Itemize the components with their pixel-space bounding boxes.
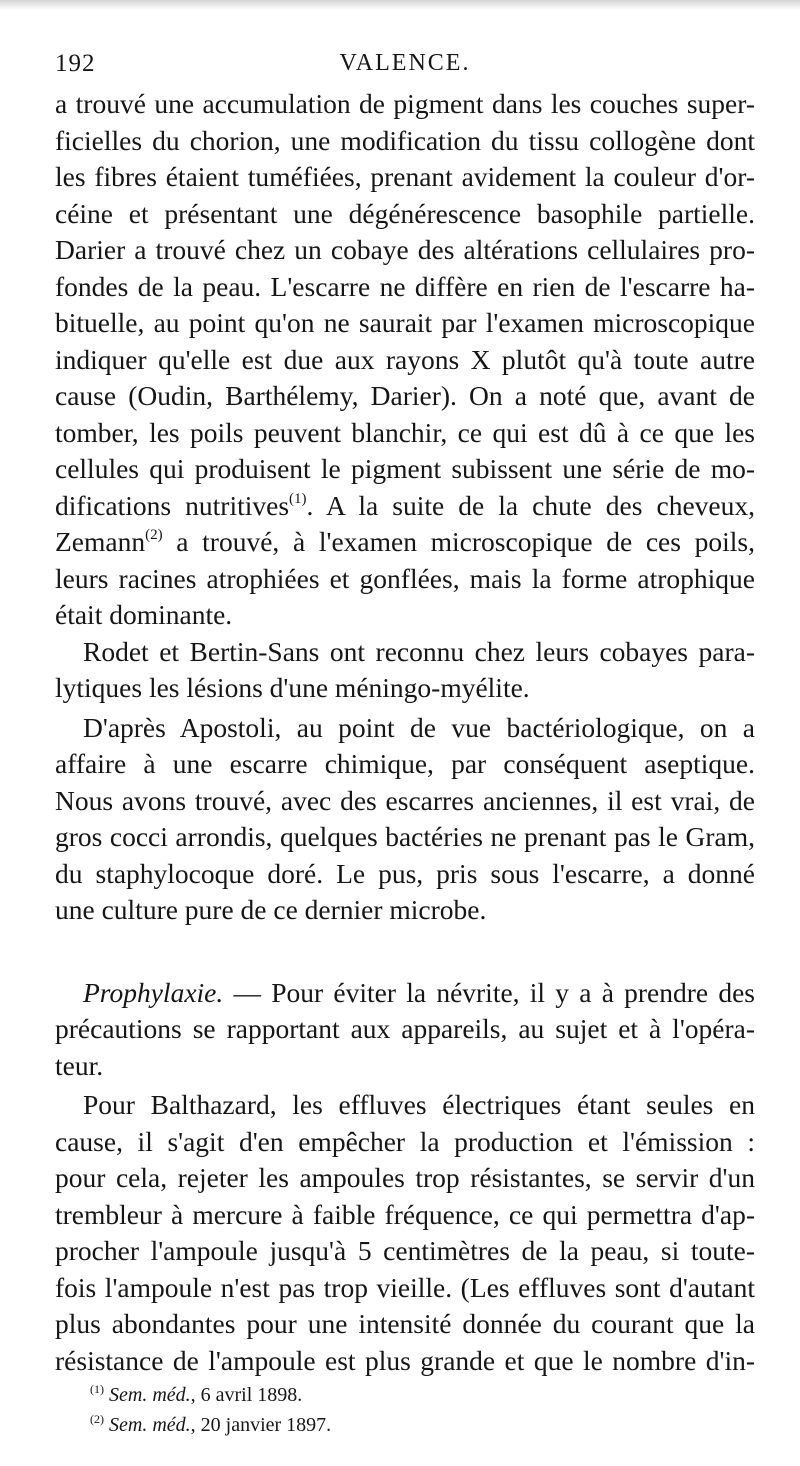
text-line-footnote-2	[55, 524, 755, 561]
text-line: teur.	[55, 1049, 104, 1081]
text-line	[55, 975, 755, 1012]
text-fragment: difications nutritives	[55, 489, 290, 521]
page-header	[55, 50, 755, 82]
footnote-ref-2: (2)	[145, 527, 163, 543]
footnote-mark: (2)	[90, 1412, 104, 1426]
footnote-ref-1: (1)	[289, 490, 307, 507]
section-heading: Prophylaxie.	[83, 976, 224, 1008]
text-line: affaire à une escarre chimique, par conséquent aseptique.	[55, 748, 755, 779]
text-line: fondes de la peau. L'escarre ne diffère en rien de l'escarre ha-	[55, 270, 755, 302]
running-head: VALENCE.	[339, 50, 471, 76]
text-line: fois l'ampoule n'est pas trop vieille. (Les effluves sont d'autant	[55, 1271, 755, 1303]
text-line: Pour Balthazard, les effluves électriques étant seules en	[83, 1089, 755, 1120]
text-fragment: . A la suite de la chute des cheveux,	[306, 489, 755, 521]
text-line: précautions se rapportant aux appareils, au sujet et à l'opéra-	[55, 1013, 755, 1044]
text-fragment: Zemann	[55, 526, 146, 557]
text-line: procher l'ampoule jusqu'à 5 centimètres de la peau, si toute-	[55, 1235, 755, 1266]
text-line: ficielles du chorion, une modification du tissu collogène dont	[55, 124, 755, 156]
paragraph-rodet	[55, 634, 755, 707]
text-line: bituelle, au point qu'on ne saurait par l'examen microscopique	[55, 307, 755, 338]
text-line: tomber, les poils peuvent blanchir, ce qui est dû à ce que les	[55, 416, 755, 448]
text-line: les fibres étaient tuméfiées, prenant avidement la couleur d'or-	[55, 161, 755, 192]
text-line: D'après Apostoli, au point de vue bactériologique, on a	[83, 711, 755, 743]
footnote-mark: (1)	[90, 1382, 104, 1396]
section-gap	[55, 929, 755, 975]
footnote-1	[90, 1380, 690, 1410]
text-fragment: — Pour éviter la névrite, il y a à prendre des	[223, 976, 755, 1008]
text-line-footnote-1	[55, 488, 755, 525]
text-line: plus abondantes pour une intensité donnée du courant que la	[55, 1308, 755, 1339]
footnotes	[90, 1380, 690, 1440]
page-number: 192	[55, 50, 96, 77]
text-line: trembleur à mercure à faible fréquence, ce qui permettra d'ap-	[55, 1198, 755, 1230]
text-line: pour cela, rejeter les ampoules trop résistantes, se servir d'un	[55, 1162, 755, 1193]
text-line: du staphylocoque doré. Le pus, pris sous l'escarre, a donné	[55, 857, 755, 889]
text-fragment: a trouvé, à l'examen microscopique de ces poils,	[162, 526, 755, 557]
footnote-date: , 6 avril 1898.	[190, 1384, 303, 1406]
paragraph-pathology	[55, 86, 755, 634]
page-body	[55, 86, 755, 1379]
text-line: gros cocci arrondis, quelques bactéries ne prenant pas le Gram,	[55, 821, 755, 852]
text-line: cause (Oudin, Barthélemy, Darier). On a noté que, avant de	[55, 380, 755, 411]
text-line: a trouvé une accumulation de pigment dans les couches super-	[55, 88, 755, 119]
text-line: céine et présentant une dégénérescence basophile partielle.	[55, 197, 755, 229]
text-line: lytiques les lésions d'une méningo-myélite.	[55, 672, 530, 703]
text-line: une culture pure de ce dernier microbe.	[55, 894, 487, 925]
text-line: était dominante.	[55, 599, 233, 630]
footnote-date: , 20 janvier 1897.	[190, 1414, 332, 1436]
paragraph-prophylaxie	[55, 975, 755, 1085]
text-line: Darier a trouvé chez un cobaye des altérations cellulaires pro-	[55, 234, 755, 265]
text-line: résistance de l'ampoule est plus grande et que le nombre d'in-	[55, 1344, 755, 1376]
paragraph-balthazard	[55, 1087, 755, 1379]
paragraph-apostoli	[55, 710, 755, 929]
text-line: indiquer qu'elle est due aux rayons X plutôt qu'à toute autre	[55, 343, 755, 375]
page-top-edge	[0, 0, 800, 10]
footnote-2	[90, 1410, 690, 1440]
text-line: Rodet et Bertin-Sans ont reconnu chez leurs cobayes para-	[83, 635, 755, 667]
text-line: cause, il s'agit d'en empêcher la production et l'émission :	[55, 1125, 755, 1157]
text-line: cellules qui produisent le pigment subissent une série de mo-	[55, 453, 755, 484]
text-line: Nous avons trouvé, avec des escarres anciennes, il est vrai, de	[55, 784, 755, 816]
footnote-source: Sem. méd.	[109, 1384, 191, 1406]
footnote-source: Sem. méd.	[109, 1414, 191, 1436]
text-line: leurs racines atrophiées et gonflées, mais la forme atrophique	[55, 562, 755, 594]
